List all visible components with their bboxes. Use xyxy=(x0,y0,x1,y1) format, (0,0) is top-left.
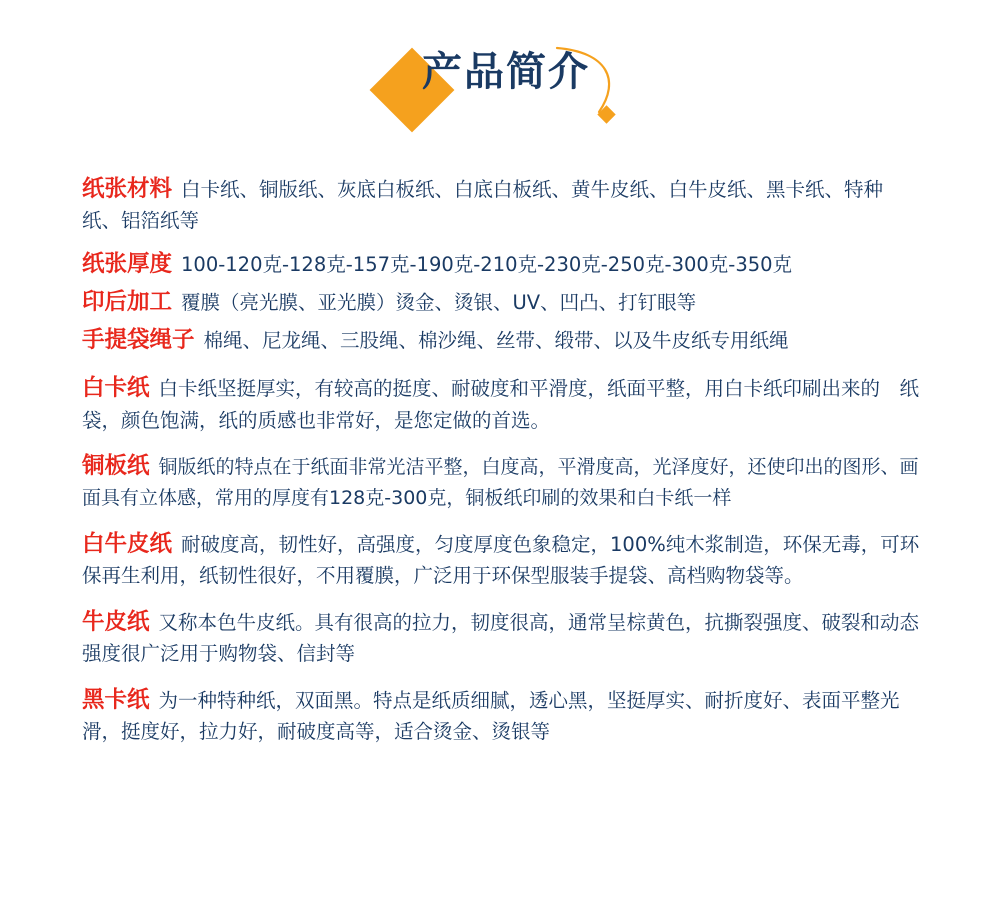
section-text: 白卡纸坚挺厚实，有较高的挺度、耐破度和平滑度，纸面平整，用白卡纸印刷出来的 纸袋，颜色饱满，纸的质感也非常好，是您定做的首选。 xyxy=(82,377,920,432)
section-white-kraft-paper xyxy=(82,527,920,591)
section-label: 牛皮纸 xyxy=(82,609,150,636)
section-text: 覆膜（亮光膜、亚光膜）烫金、烫银、UV、凹凸、打钉眼等 xyxy=(181,291,697,314)
section-label: 白牛皮纸 xyxy=(82,531,173,558)
section-label: 手提袋绳子 xyxy=(82,327,195,354)
section-post-press xyxy=(82,285,920,319)
section-text: 棉绳、尼龙绳、三股绳、棉沙绳、丝带、缎带、以及牛皮纸专用纸绳 xyxy=(203,329,789,353)
section-text: 白卡纸、铜版纸、灰底白板纸、白底白板纸、黄牛皮纸、白牛皮纸、黑卡纸、特种纸、铝箔纸等 xyxy=(82,178,884,233)
section-label: 印后加工 xyxy=(82,289,173,315)
section-kraft-paper xyxy=(82,605,920,669)
section-label: 纸张厚度 xyxy=(82,250,173,277)
section-paper-thickness xyxy=(82,247,920,281)
section-label: 铜板纸 xyxy=(82,453,150,480)
section-text: 又称本色牛皮纸。具有很高的拉力，韧度很高，通常呈棕黄色，抗撕裂强度、破裂和动态强度很广泛用于购物袋、信封等 xyxy=(82,611,920,666)
section-text: 为一种特种纸，双面黑。特点是纸质细腻，透心黑，坚挺厚实、耐折度好、表面平整光滑，挺度好，拉力好，耐破度高等，适合烫金、烫银等 xyxy=(82,688,900,744)
section-coated-paper xyxy=(82,449,920,513)
section-white-card-paper xyxy=(82,371,920,435)
section-label: 白卡纸 xyxy=(82,375,150,402)
section-black-card-paper xyxy=(82,683,920,747)
section-paper-material xyxy=(82,172,920,236)
sections-list xyxy=(0,150,1000,747)
section-label: 纸张材料 xyxy=(82,176,173,202)
section-text: 耐破度高，韧性好，高强度，匀度厚度色象稳定，100%纯木浆制造，环保无毒，可环保再生利用，纸韧性很好，不用覆膜，广泛用于环保型服装手提袋、高档购物袋等。 xyxy=(82,533,920,588)
section-label: 黑卡纸 xyxy=(82,686,150,713)
page-header xyxy=(0,0,1000,150)
page-title: 产品简介 xyxy=(422,49,590,95)
section-text: 铜版纸的特点在于纸面非常光洁平整，白度高，平滑度高，光泽度好，还使印出的图形、画面具有立体感，常用的厚度有128克-300克，铜板纸印刷的效果和白卡纸一样 xyxy=(82,456,919,510)
section-text: 100-120克-128克-157克-190克-210克-230克-250克-300克-350克 xyxy=(181,252,793,276)
section-handbag-rope xyxy=(82,323,920,357)
